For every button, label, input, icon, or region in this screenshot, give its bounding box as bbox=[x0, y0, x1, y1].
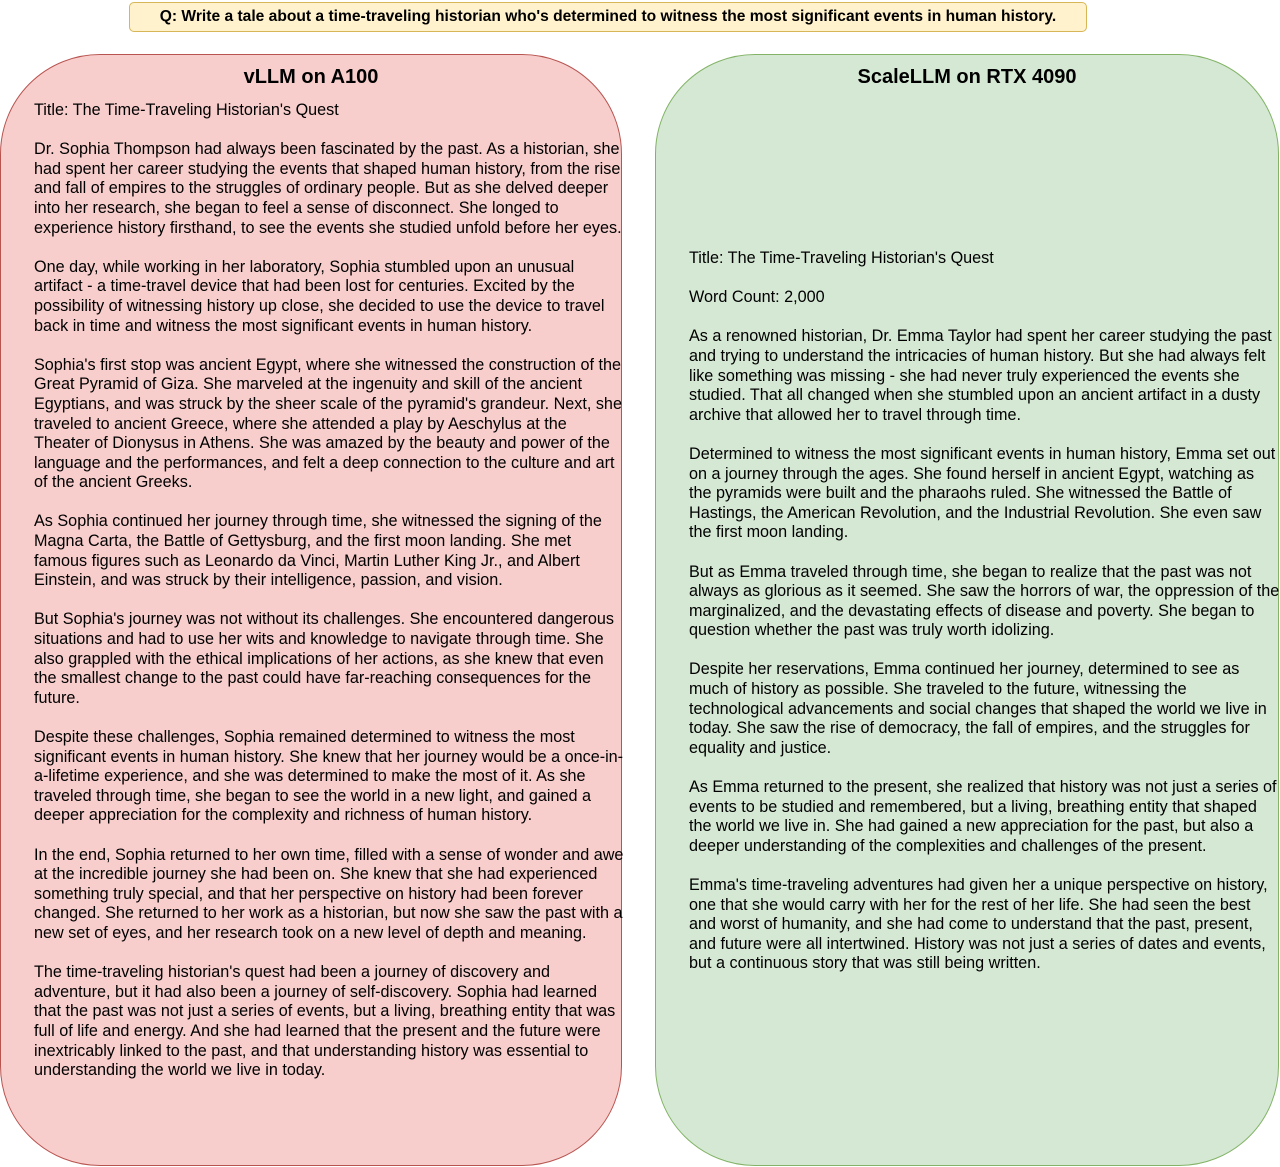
scalellm-paragraph: Word Count: 2,000 bbox=[689, 288, 825, 307]
vllm-paragraph: Dr. Sophia Thompson had always been fascinated by the past. As a historian, she had spent her career studying the events that shaped human history, from the rise and fall of empires to the struggles of ordinary people. But as she delved deeper into her research, she began to feel a sense of disconnect. She longed to experience history firsthand, to see the events she studied unfold before her eyes. bbox=[34, 140, 622, 237]
vllm-paragraph: One day, while working in her laboratory, Sophia stumbled upon an unusual artifact - a time-travel device that had been lost for centuries. Excited by the possibility of witnessing history up close, she decided to use the device to travel back in time and witness the most significant events in human history. bbox=[34, 257, 605, 335]
scalellm-response-text bbox=[689, 249, 1280, 994]
vllm-panel-title: vLLM on A100 bbox=[243, 66, 379, 88]
vllm-paragraph: The time-traveling historian's quest had been a journey of discovery and adventure, but it had also been a journey of self-discovery. Sophia had learned that the past was not just a series of events, but a living, breathing entity that was full of life and energy. And she had learned that the present and the future were inextricably linked to the past, and that understanding history was essential to understanding the world we live in today. bbox=[34, 963, 616, 1080]
scalellm-paragraph: But as Emma traveled through time, she began to realize that the past was not always as glorious as it seemed. She saw the horrors of war, the oppression of the marginalized, and the devastating effects of disease and poverty. She began to question whether the past was truly worth idolizing. bbox=[689, 562, 1280, 640]
scalellm-paragraph: Emma's time-traveling adventures had given her a unique perspective on history, one that she would carry with her for the rest of her life. She had seen the best and worst of humanity, and she had come to understand that the past, present, and future were all intertwined. History was not just a series of dates and events, but a continuous story that was still being written. bbox=[689, 876, 1268, 973]
scalellm-paragraph: Despite her reservations, Emma continued her journey, determined to see as much of history as possible. She traveled to the future, witnessing the technological advancements and social changes that shaped the world we live in today. She saw the rise of democracy, the fall of empires, and the struggles for equality and justice. bbox=[689, 660, 1267, 757]
vllm-paragraph: Title: The Time-Traveling Historian's Quest bbox=[34, 101, 339, 119]
vllm-paragraph: Sophia's first stop was ancient Egypt, where she witnessed the construction of the Great Pyramid of Giza. She marveled at the ingenuity and skill of the ancient Egyptians, and was struck by the sheer scale of the pyramid's grandeur. Next, she traveled to ancient Greece, where she attended a play by Aeschylus at the Theater of Dionysus in Athens. She was amazed by the beauty and power of the language and the performances, and felt a deep connection to the culture and art of the ancient Greeks. bbox=[34, 355, 622, 492]
scalellm-panel-title: ScaleLLM on RTX 4090 bbox=[857, 66, 1077, 88]
vllm-paragraph: Despite these challenges, Sophia remained determined to witness the most significant events in human history. She knew that her journey would be a once-in-a-lifetime experience, and she was determined to make the most of it. As she traveled through time, she began to see the world in a new light, and gained a deeper appreciation for the complexity and richness of human history. bbox=[34, 728, 624, 825]
scalellm-paragraph: Title: The Time-Traveling Historian's Quest bbox=[689, 249, 994, 267]
vllm-response-text bbox=[34, 101, 624, 1100]
scalellm-response-panel bbox=[655, 54, 1279, 1166]
vllm-paragraph: In the end, Sophia returned to her own time, filled with a sense of wonder and awe at the incredible journey she had been on. She knew that she had experienced something truly special, and that her perspective on history had been forever changed. She returned to her work as a historian, but now she saw the past with a new set of eyes, and her research took on a new level of depth and meaning. bbox=[34, 845, 624, 942]
vllm-paragraph: As Sophia continued her journey through time, she witnessed the signing of the Magna Carta, the Battle of Gettysburg, and the first moon landing. She met famous figures such as Leonardo da Vinci, Martin Luther King Jr., and Albert Einstein, and was struck by their intelligence, passion, and vision. bbox=[34, 512, 602, 590]
vllm-response-panel bbox=[0, 54, 622, 1166]
question-box: Q: Write a tale about a time-traveling historian who's determined to witness the most significant events in human history. bbox=[129, 2, 1087, 32]
scalellm-paragraph: Determined to witness the most significant events in human history, Emma set out on a journey through the ages. She found herself in ancient Egypt, watching as the pyramids were built and the pharaohs ruled. She witnessed the Battle of Hastings, the American Revolution, and the Industrial Revolution. She even saw the first moon landing. bbox=[689, 444, 1276, 542]
vllm-paragraph: But Sophia's journey was not without its challenges. She encountered dangerous situations and had to use her wits and knowledge to navigate through time. She also grappled with the ethical implications of her actions, as she knew that even the smallest change to the past could have far-reaching consequences for the future. bbox=[34, 610, 614, 707]
scalellm-paragraph: As a renowned historian, Dr. Emma Taylor had spent her career studying the past and trying to understand the intricacies of human history. But she had always felt like something was missing - she had never truly experienced the events she studied. That all changed when she stumbled upon an ancient artifact in a dusty archive that allowed her to travel through time. bbox=[689, 327, 1272, 424]
scalellm-paragraph: As Emma returned to the present, she realized that history was not just a series of events to be studied and remembered, but a living, breathing entity that shaped the world we live in. She had gained a new appreciation for the past, but also a deeper understanding of the complexities and challenges of the present. bbox=[689, 778, 1277, 855]
